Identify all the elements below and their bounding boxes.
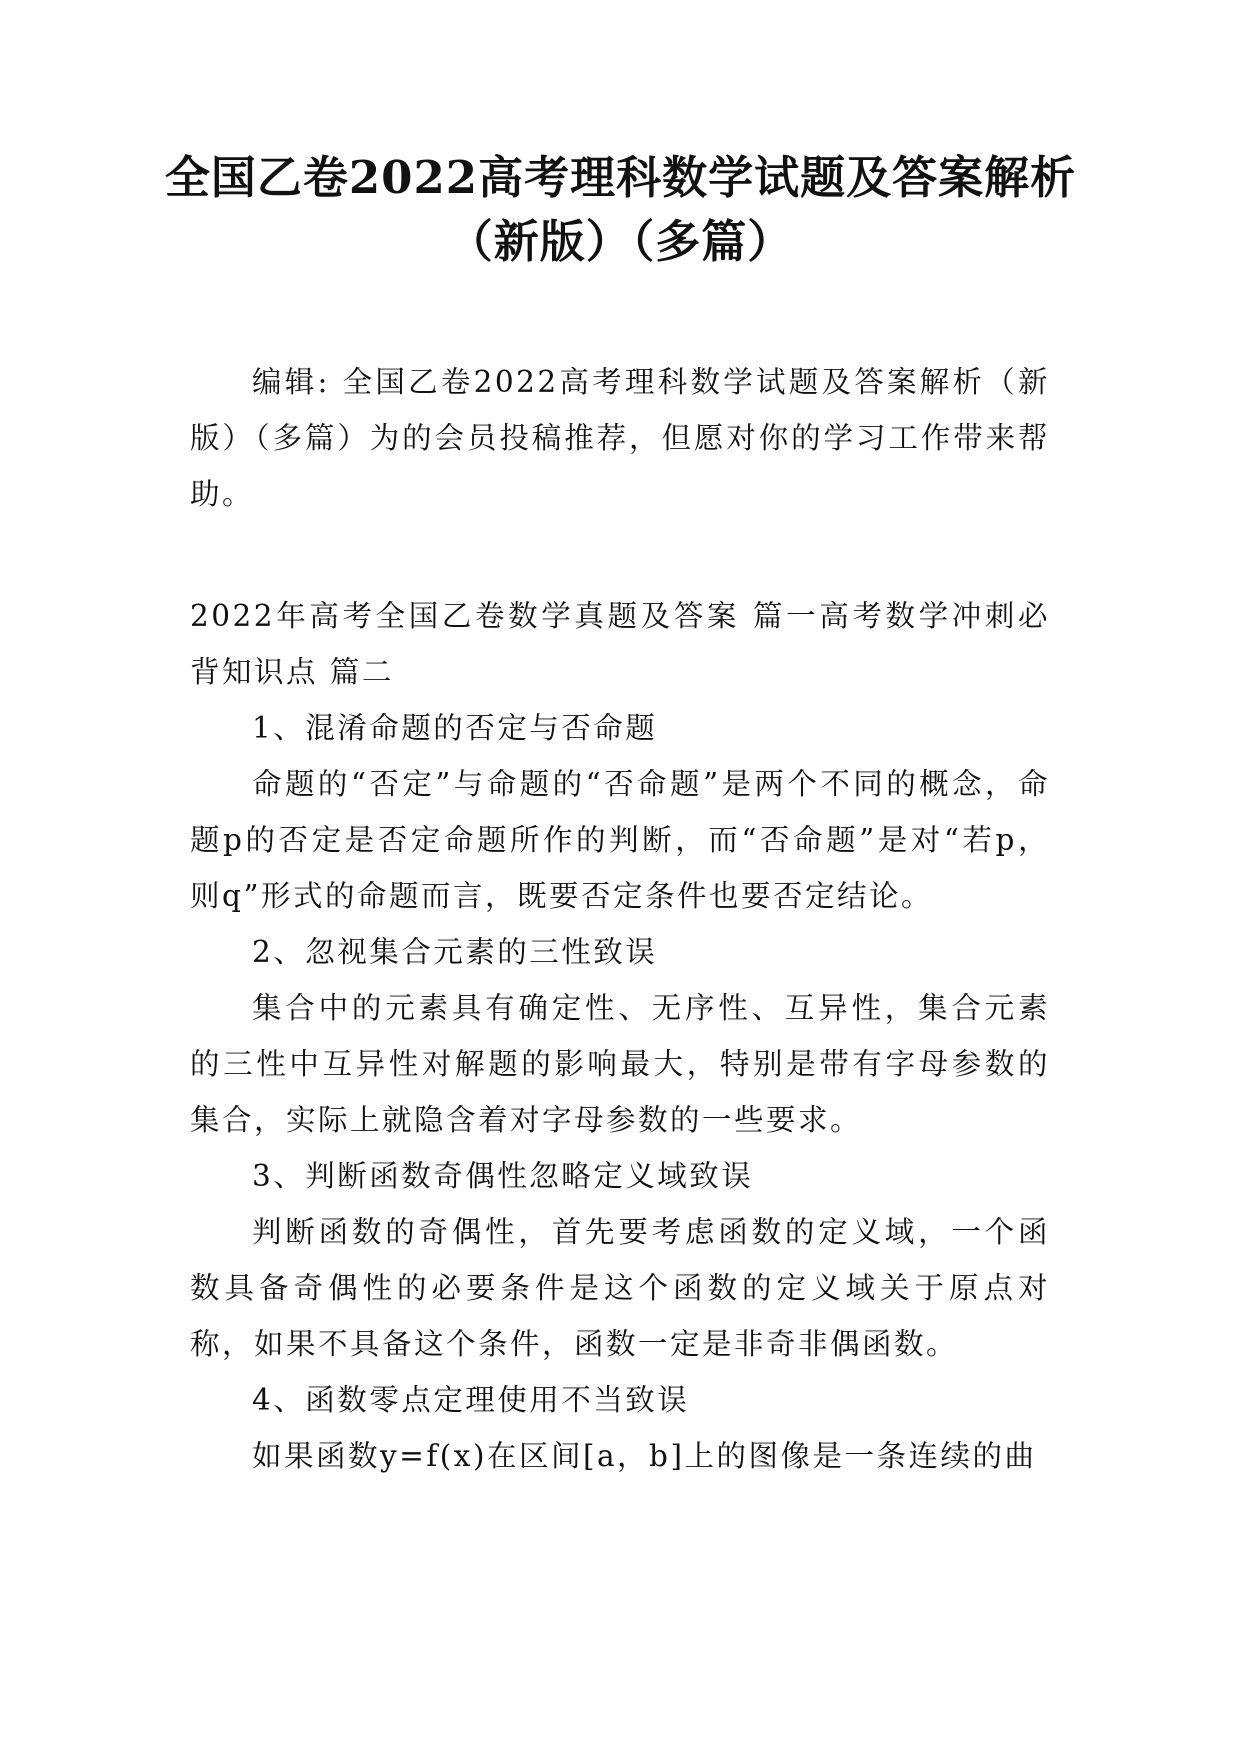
item-heading: 3、判断函数奇偶性忽略定义域致误 <box>252 1159 754 1193</box>
item-heading: 4、函数零点定理使用不当致误 <box>252 1383 690 1417</box>
item-heading: 1、混淆命题的否定与否命题 <box>252 711 658 745</box>
item-paragraph: 如果函数y=f(x)在区间[a，b]上的图像是一条连续的曲 <box>252 1439 1037 1473</box>
section-heading: 2022年高考全国乙卷数学真题及答案 篇一高考数学冲刺必背知识点 篇二 <box>190 599 1050 689</box>
item-paragraph: 集合中的元素具有确定性、无序性、互异性，集合元素的三性中互异性对解题的影响最大，特别是带有字母参数的集合，实际上就隐含着对字母参数的一些要求。 <box>190 991 1050 1137</box>
item-heading: 2、忽视集合元素的三性致误 <box>252 935 658 969</box>
editor-note-block <box>190 354 1050 522</box>
editor-note: 编辑: 全国乙卷2022高考理科数学试题及答案解析（新版）（多篇）为的会员投稿推荐，但愿对你的学习工作带来帮助。 <box>190 365 1050 511</box>
item-paragraph: 命题的“否定”与命题的“否命题”是两个不同的概念，命题p的否定是否定命题所作的判断，而“否命题”是对“若p，则q”形式的命题而言，既要否定条件也要否定结论。 <box>190 767 1050 913</box>
content-block <box>190 588 1050 1484</box>
item-paragraph: 判断函数的奇偶性，首先要考虑函数的定义域，一个函数具备奇偶性的必要条件是这个函数的定义域关于原点对称，如果不具备这个条件，函数一定是非奇非偶函数。 <box>190 1215 1050 1361</box>
document-title: 全国乙卷2022高考理科数学试题及答案解析（新版）（多篇） <box>164 151 1077 268</box>
